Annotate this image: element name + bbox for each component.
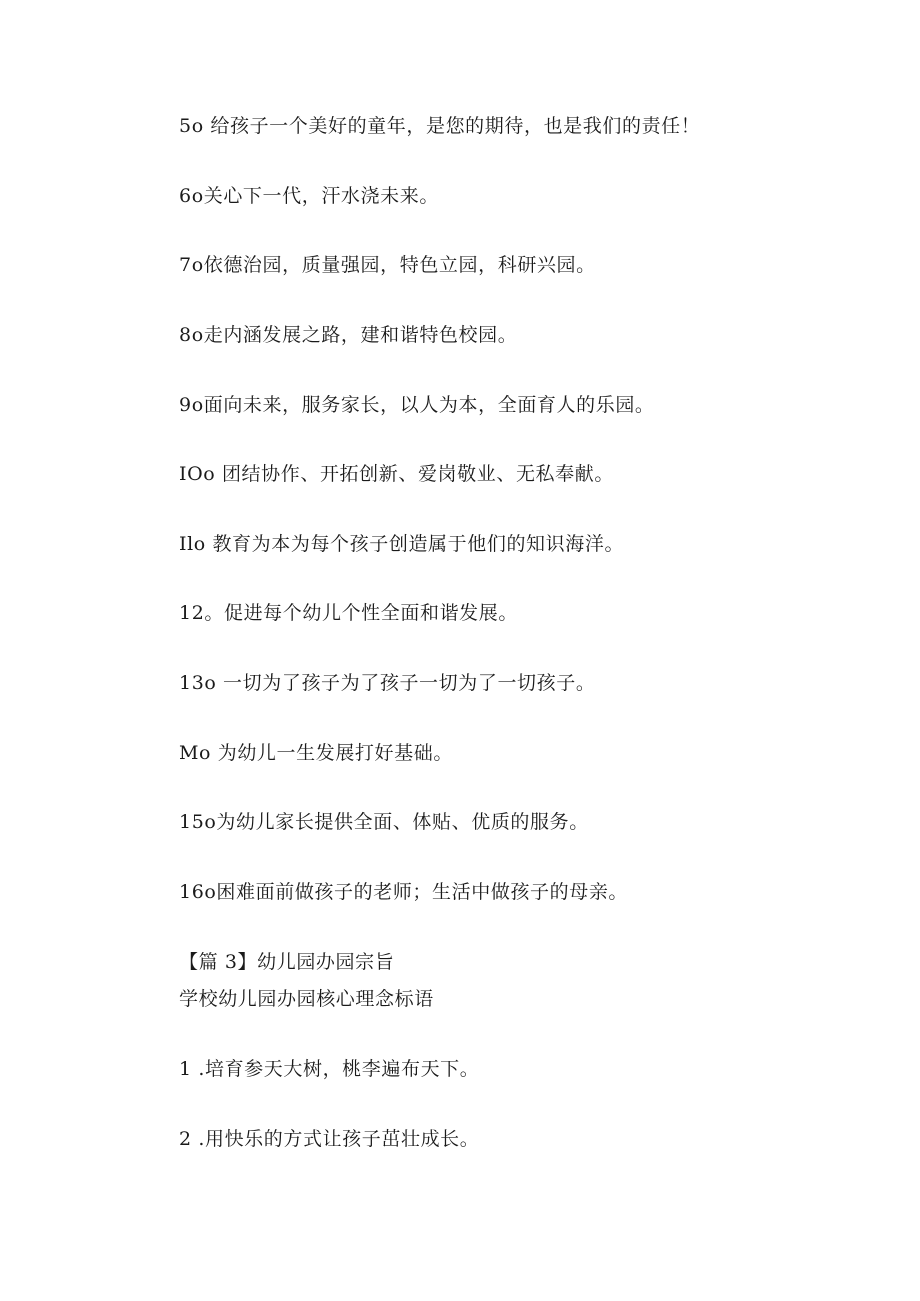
slogan-line: 6o关心下一代，汗水浇未来。 (179, 185, 439, 207)
section-list-item: 1 .培育参天大树，桃李遍布天下。 (179, 1058, 480, 1080)
slogan-line: 8o走内涵发展之路，建和谐特色校园。 (179, 324, 518, 346)
section-heading: 【篇 3】幼儿园办园宗旨 (179, 951, 395, 973)
slogan-line: 15o为幼儿家长提供全面、体贴、优质的服务。 (179, 811, 589, 833)
section-subtitle: 学校幼儿园办园核心理念标语 (179, 988, 434, 1010)
slogan-line: IOo 团结协作、开拓创新、爱岗敬业、无私奉献。 (179, 463, 614, 485)
slogan-line: 7o依德治园，质量强园，特色立园，科研兴园。 (179, 254, 596, 276)
slogan-line: 12。促进每个幼儿个性全面和谐发展。 (179, 602, 518, 624)
slogan-line: Mo 为幼儿一生发展打好基础。 (179, 742, 453, 764)
slogan-line: 16o困难面前做孩子的老师；生活中做孩子的母亲。 (179, 881, 629, 903)
slogan-line: 13o 一切为了孩子为了孩子一切为了一切孩子。 (179, 672, 596, 694)
slogan-line: Ilo 教育为本为每个孩子创造属于他们的知识海洋。 (179, 533, 625, 555)
slogan-line: 9o面向未来，服务家长，以人为本，全面育人的乐园。 (179, 394, 655, 416)
section-list-item: 2 .用快乐的方式让孩子茁壮成长。 (179, 1128, 480, 1150)
slogan-line: 5o 给孩子一个美好的童年，是您的期待，也是我们的责任！ (179, 115, 701, 137)
